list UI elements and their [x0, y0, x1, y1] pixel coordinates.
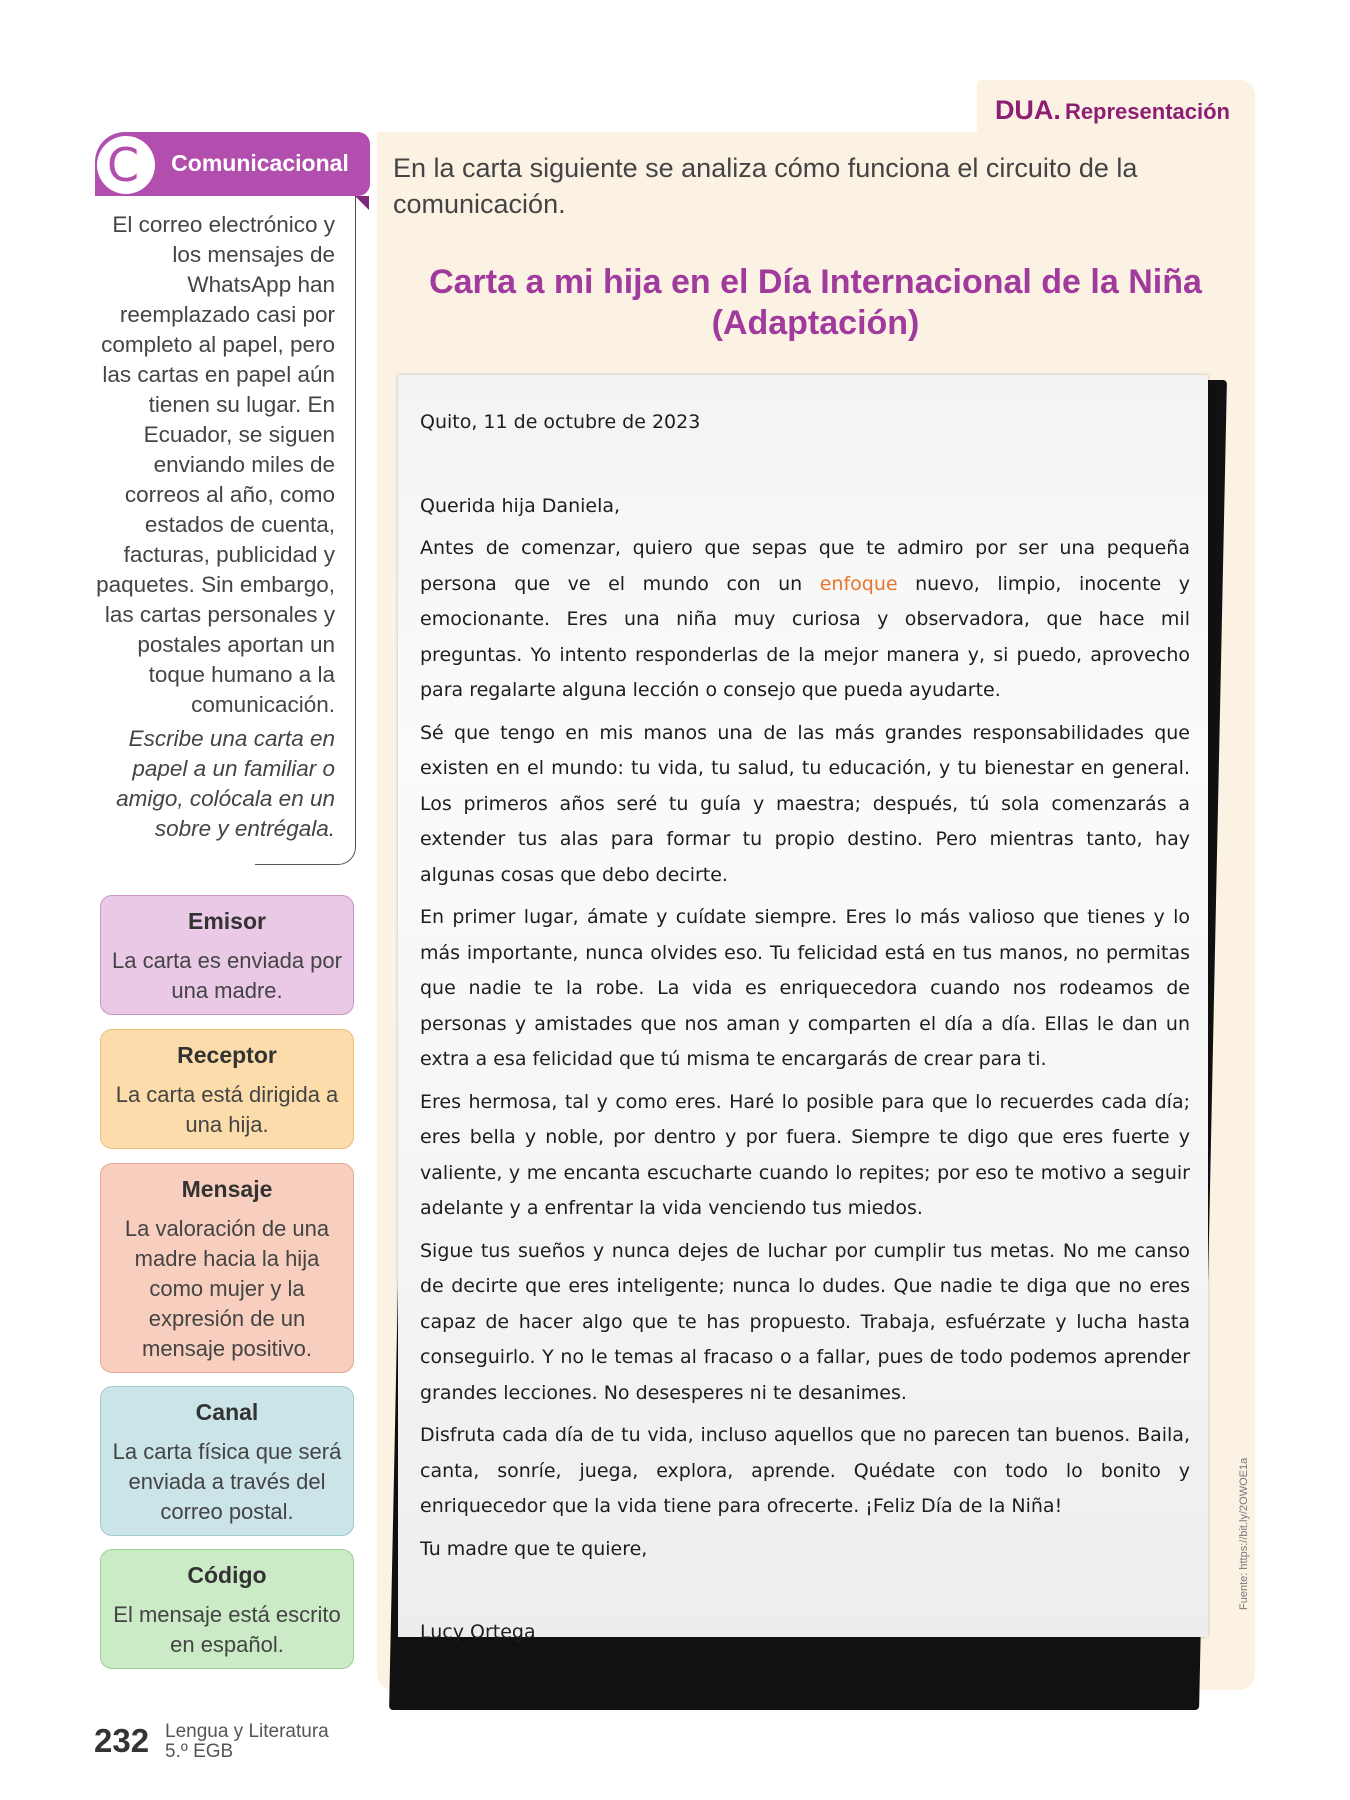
- box-text: El mensaje está escrito en español.: [113, 1602, 341, 1657]
- letter-paragraph-1: [420, 531, 1190, 709]
- dua-tab-slope: [930, 80, 980, 132]
- keyword-enfoque: enfoque: [819, 572, 898, 595]
- comunicacional-body: [80, 210, 335, 844]
- letter-body: [420, 405, 1190, 1658]
- box-title: Canal: [195, 1399, 259, 1425]
- letter-paragraph-2: Sé que tengo en mis manos una de las más grandes responsabilidades que existen en el mundo: tu vida, tu salud, tu educación, y tu bienestar en general. Los primeros años seré tu guía y maestra; después, tú sola comenzarás a extender tus alas para formar tu propio destino. Pero mientras tanto, hay algunas cosas que debo decirte.: [420, 721, 1190, 886]
- comunicacional-icon: C: [97, 136, 155, 194]
- title-line-1: Carta a mi hija en el Día Internacional de la Niña: [429, 263, 1202, 301]
- letter-date: Quito, 11 de octubre de 2023: [420, 411, 701, 433]
- letter-title: [393, 262, 1238, 344]
- letter-greeting: Querida hija Daniela,: [420, 494, 621, 517]
- box-title: Receptor: [177, 1042, 277, 1068]
- box-text: La carta está dirigida a una hija.: [115, 1082, 339, 1137]
- comunicacional-fold: [355, 196, 369, 210]
- dua-label: [995, 95, 1230, 126]
- dua-tab-cutout: [377, 80, 977, 132]
- p1-before: Antes de comenzar, quiero que sepas que te admiro por ser una pequeña persona que ve el mundo con un: [420, 537, 1190, 595]
- grade-label: 5.º EGB: [165, 1741, 234, 1762]
- box-title: Código: [187, 1562, 267, 1588]
- comunicacional-activity: Escribe una carta en papel a un familiar o amigo, colócala en un sobre y entrégala.: [116, 726, 335, 841]
- letter-signature: Lucy Ortega: [420, 1621, 536, 1643]
- box-title: Mensaje: [181, 1176, 273, 1202]
- box-text: La carta física que será enviada a través del correo postal.: [112, 1439, 342, 1524]
- box-text: La carta es enviada por una madre.: [112, 948, 342, 1003]
- subject-name: Lengua y Literatura: [165, 1721, 329, 1742]
- title-line-2: (Adaptación): [711, 304, 920, 342]
- box-title: Emisor: [188, 908, 266, 934]
- box-canal: [100, 1386, 354, 1536]
- comunicacional-text: El correo electrónico y los mensajes de WhatsApp han reemplazado casi por completo al papel, pero las cartas en papel aún tienen su lugar. En Ecuador, se siguen enviando miles de correos al año, como estados de cuenta, facturas, publicidad y paquetes. Sin embargo, las cartas personales y postales aportan un toque humano a la comunicación.: [96, 212, 335, 717]
- box-emisor: [100, 895, 354, 1015]
- comunicacional-title: Comunicacional: [171, 150, 349, 176]
- letter-closing: Tu madre que te quiere,: [420, 1537, 648, 1560]
- letter-paragraph-6: Disfruta cada día de tu vida, incluso aquellos que no parecen tan buenos. Baila, canta, sonríe, juega, explora, aprende. Quédate con todo lo bonito y enriquecedor que la vida tiene para ofrecerte. ¡Feliz Día de la Niña!: [420, 1424, 1190, 1517]
- source-note: Fuente: https://bit.ly/2OWOE1a: [1238, 1457, 1250, 1610]
- intro-text: En la carta siguiente se analiza cómo funciona el circuito de la comunicación.: [393, 153, 1138, 219]
- box-text: La valoración de una madre hacia la hija como mujer y la expresión de un mensaje positivo.: [124, 1216, 330, 1361]
- footer-subject: [165, 1722, 329, 1762]
- letter-paragraph-5: Sigue tus sueños y nunca dejes de luchar por cumplir tus metas. No me canso de decirte que eres inteligente; nunca lo dudes. Que nadie te diga que no eres capaz de hacer algo que te has propuesto. Trabaja, esfuérzate y lucha hasta conseguirlo. Y no le temas al fracaso o a fallar, pues de todo podemos aprender grandes lecciones. No desesperes ni te desanimes.: [420, 1239, 1190, 1404]
- letter-paragraph-4: Eres hermosa, tal y como eres. Haré lo posible para que lo recuerdes cada día; eres bella y noble, por dentro y por fuera. Siempre te digo que eres fuerte y valiente, y me encanta escucharte cuando lo repites; por eso te motivo a seguir adelante y a enfrentar la vida venciendo tus miedos.: [420, 1090, 1190, 1219]
- page-number: 232: [94, 1722, 150, 1759]
- dua-strong: DUA.: [994, 95, 1061, 125]
- box-mensaje: [100, 1163, 354, 1373]
- letter-paragraph-3: En primer lugar, ámate y cuídate siempre. Eres lo más valioso que tienes y lo más importante, nunca olvides eso. Tu felicidad está en tus manos, no permitas que nadie te la robe. La vida es enriquecedora cuando nos rodeamos de personas y amistades que nos aman y comparten el día a día. Ellas le dan un extra a esa felicidad que tú misma te encargarás de crear para ti.: [420, 906, 1190, 1070]
- box-receptor: [100, 1029, 354, 1149]
- p1-after: nuevo, limpio, inocente y emocionante. Eres una niña muy curiosa y observadora, que hace mil preguntas. Yo intento responderlas de la mejor manera y, si puedo, aprovecho para regalarte alguna lección o consejo que pueda ayudarte.: [420, 572, 1190, 701]
- letter-paper: [398, 375, 1208, 1643]
- dua-sub: Representación: [1064, 99, 1230, 124]
- box-codigo: [100, 1549, 354, 1669]
